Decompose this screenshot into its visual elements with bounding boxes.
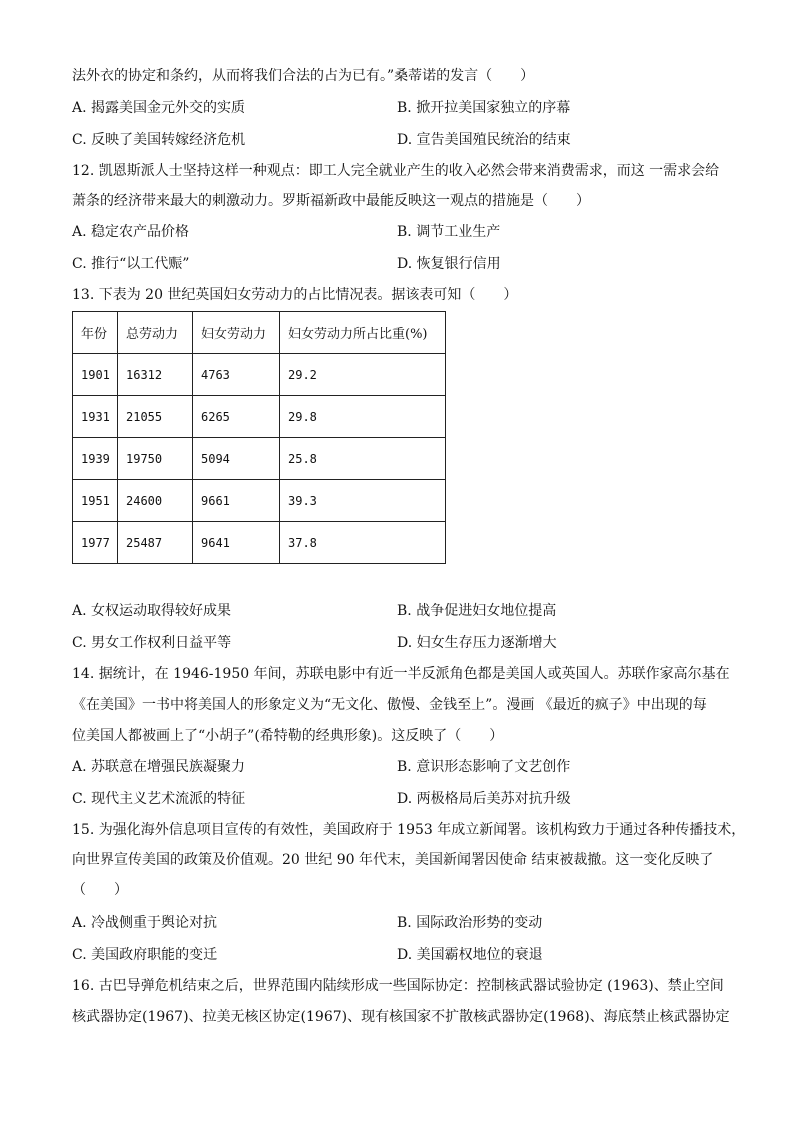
q12-stem-line1: 12. 凯恩斯派人士坚持这样一种观点：即工人完全就业产生的收入必然会带来消费需求，而这 一需求会给	[72, 163, 720, 179]
table-header-cell: 总劳动力	[118, 312, 193, 354]
table-header-cell: 妇女劳动力所占比重(%)	[280, 312, 446, 354]
table-cell: 1931	[73, 396, 118, 438]
q14-stem-line2: 《在美国》一书中将美国人的形象定义为“无文化、傲慢、金钱至上”。漫画 《最近的疯子》中出现的每	[72, 697, 707, 713]
table-cell: 9641	[193, 522, 280, 564]
q12-option-d: D. 恢复银行信用	[397, 256, 501, 272]
q13-option-c: C. 男女工作权利日益平等	[72, 635, 232, 651]
female-labor-table	[72, 311, 446, 564]
q14-option-d: D. 两极格局后美苏对抗升级	[397, 791, 571, 807]
q14-stem-line1: 14. 据统计，在 1946-1950 年间，苏联电影中有近一半反派角色都是美国人或英国人。苏联作家高尔基在	[72, 666, 730, 682]
q11-option-a: A. 揭露美国金元外交的实质	[72, 100, 246, 116]
table-cell: 5094	[193, 438, 280, 480]
q15-option-c: C. 美国政府职能的变迁	[72, 947, 218, 963]
q14-stem-line3: 位美国人都被画上了“小胡子”(希特勒的经典形象)。这反映了（ ）	[72, 728, 504, 744]
q13-option-a: A. 女权运动取得较好成果	[72, 603, 232, 619]
q11-option-c: C. 反映了美国转嫁经济危机	[72, 132, 246, 148]
q12-stem-line2: 萧条的经济带来最大的刺激动力。罗斯福新政中最能反映这一观点的措施是（ ）	[72, 193, 590, 209]
q13-option-b: B. 战争促进妇女地位提高	[397, 603, 557, 619]
q14-option-a: A. 苏联意在增强民族凝聚力	[72, 759, 246, 775]
table-cell: 9661	[193, 480, 280, 522]
q12-option-a: A. 稳定农产品价格	[72, 224, 190, 240]
table-cell: 1901	[73, 354, 118, 396]
table-header-cell: 年份	[73, 312, 118, 354]
q15-stem-line1: 15. 为强化海外信息项目宣传的有效性，美国政府于 1953 年成立新闻署。该机构致力于通过各种传播技术，	[72, 822, 746, 838]
q11-stem-tail: 法外衣的协定和条约，从而将我们合法的占为已有。”桑蒂诺的发言（ ）	[72, 68, 535, 84]
table-cell: 21055	[118, 396, 193, 438]
table-cell: 16312	[118, 354, 193, 396]
table-row	[73, 522, 446, 564]
table-cell: 1951	[73, 480, 118, 522]
table-cell: 6265	[193, 396, 280, 438]
q15-stem-line2: 向世界宣传美国的政策及价值观。20 世纪 90 年代末，美国新闻署因使命 结束被裁撤。这一变化反映了	[72, 852, 714, 868]
table-cell: 1939	[73, 438, 118, 480]
q15-stem-line3: （ ）	[72, 882, 128, 898]
table-cell: 25487	[118, 522, 193, 564]
table-cell: 24600	[118, 480, 193, 522]
q15-option-d: D. 美国霸权地位的衰退	[397, 947, 543, 963]
table-cell: 19750	[118, 438, 193, 480]
table-row	[73, 480, 446, 522]
q13-stem: 13. 下表为 20 世纪英国妇女劳动力的占比情况表。据该表可知（ ）	[72, 287, 518, 303]
table-cell: 25.8	[280, 438, 446, 480]
table-row	[73, 396, 446, 438]
table-row	[73, 354, 446, 396]
q13-option-d: D. 妇女生存压力逐渐增大	[397, 635, 557, 651]
q15-option-b: B. 国际政治形势的变动	[397, 915, 543, 931]
q16-stem-line1: 16. 古巴导弹危机结束之后，世界范围内陆续形成一些国际协定：控制核武器试验协定 (1963)、禁止空间	[72, 978, 724, 994]
q11-option-b: B. 掀开拉美国家独立的序幕	[397, 100, 571, 116]
q14-option-b: B. 意识形态影响了文艺创作	[397, 759, 571, 775]
table-cell: 1977	[73, 522, 118, 564]
table-row	[73, 438, 446, 480]
q14-option-c: C. 现代主义艺术流派的特征	[72, 791, 246, 807]
table-cell: 37.8	[280, 522, 446, 564]
q12-option-c: C. 推行“以工代赈”	[72, 256, 190, 272]
table-cell: 29.2	[280, 354, 446, 396]
q15-option-a: A. 冷战侧重于舆论对抗	[72, 915, 218, 931]
table-cell: 4763	[193, 354, 280, 396]
q16-stem-line2: 核武器协定(1967)、拉美无核区协定(1967)、现有核国家不扩散核武器协定(1968)、海底禁止核武器协定	[72, 1009, 730, 1025]
q11-option-d: D. 宣告美国殖民统治的结束	[397, 132, 571, 148]
table-cell: 29.8	[280, 396, 446, 438]
table-cell: 39.3	[280, 480, 446, 522]
q12-option-b: B. 调节工业生产	[397, 224, 501, 240]
table-header-cell: 妇女劳动力	[193, 312, 280, 354]
table-header-row	[73, 312, 446, 354]
